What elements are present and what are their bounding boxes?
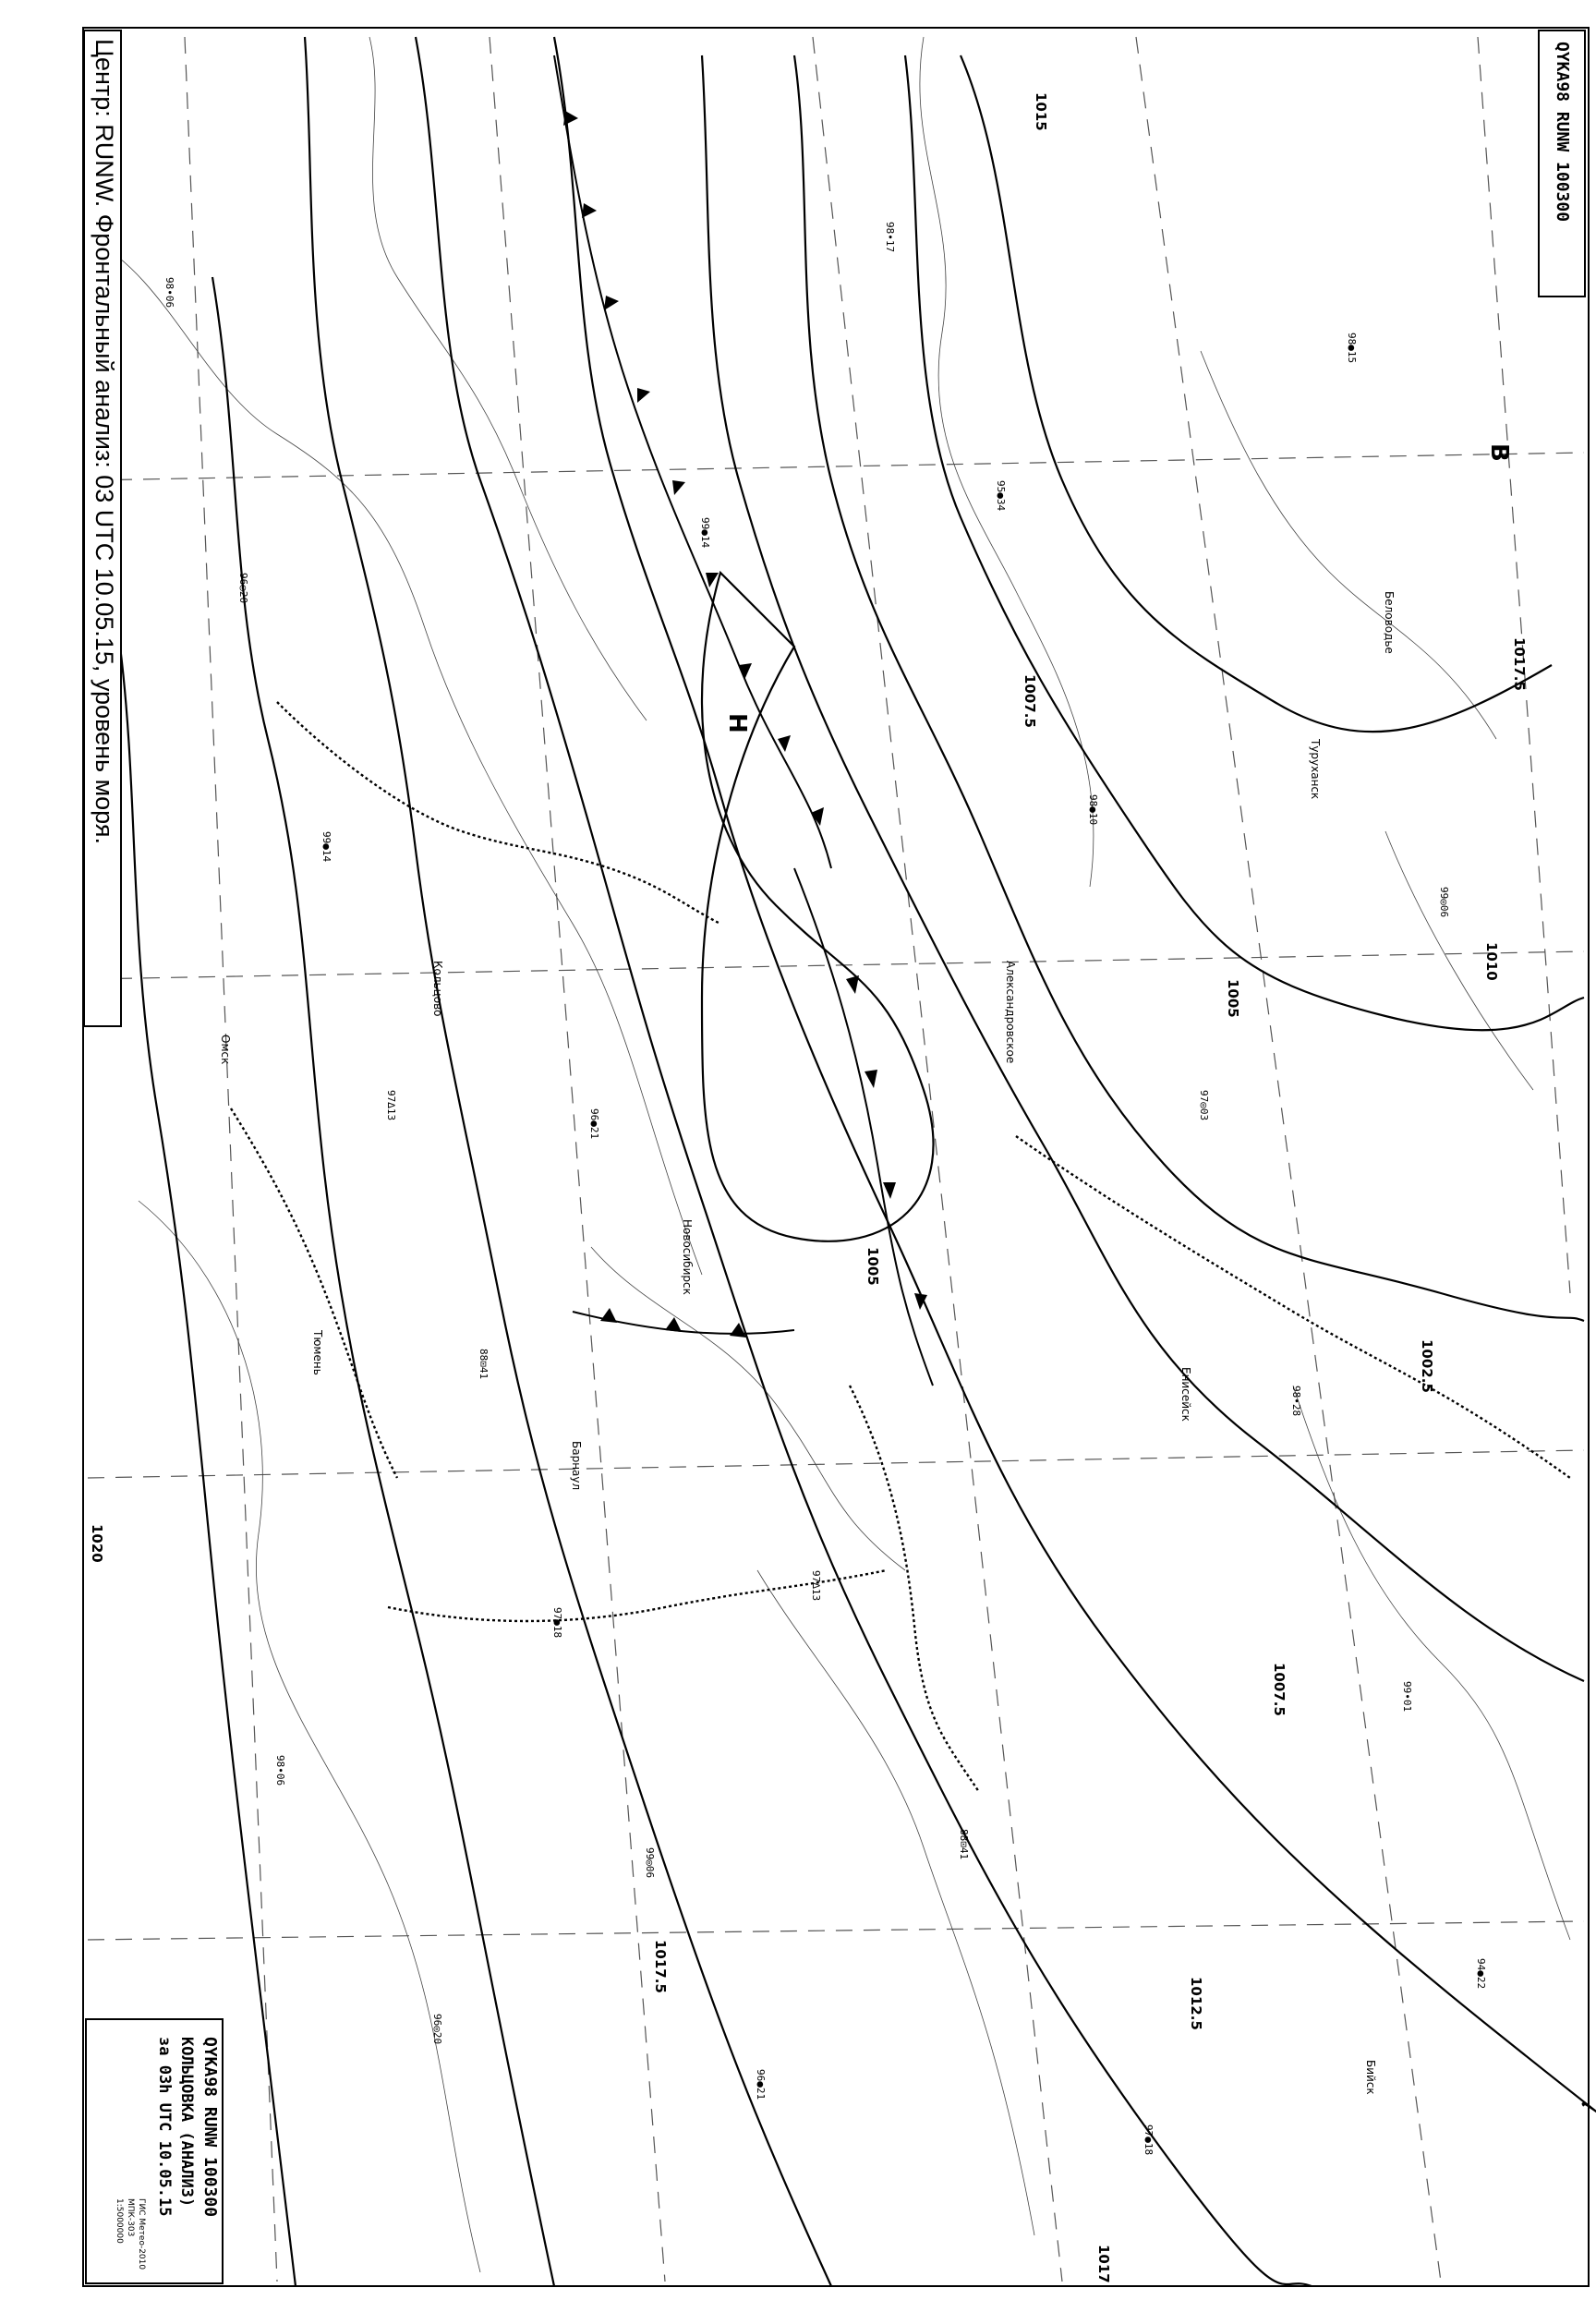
station-plot: 97∆13 [810, 1570, 822, 1602]
isobar-label: 1012.5 [1188, 1977, 1204, 2030]
station-plot: 98●10 [1087, 794, 1099, 826]
station-plot: 97●18 [1143, 2124, 1155, 2156]
stamp-line-2: КОЛЬЦОВКА (АНАЛИЗ) [177, 2037, 196, 2208]
isobar-label: 1015 [1033, 92, 1049, 131]
station-plot: 96◎20 [431, 2014, 443, 2045]
isobar-label: 1010 [1483, 942, 1500, 981]
place-name: Бийск [1364, 2060, 1377, 2095]
station-plot: 97∆13 [385, 1090, 397, 1121]
stamp-line-5: МПК-303 [126, 2198, 135, 2237]
place-name: Александровское [1004, 961, 1017, 1064]
stamp-line-3: за 03h UTC 10.05.15 [155, 2037, 174, 2217]
station-plot: 94●22 [1475, 1958, 1487, 1990]
place-name: Барнаул [570, 1441, 583, 1491]
station-plot: 98•06 [163, 277, 175, 309]
isobar-label: 1007.5 [1271, 1663, 1288, 1716]
station-plot: 97◎03 [1198, 1090, 1210, 1121]
station-plot: 98•28 [1290, 1386, 1302, 1417]
station-plot: 96●21 [588, 1108, 600, 1140]
place-names [219, 591, 1396, 2095]
place-name: Новосибирск [681, 1219, 694, 1295]
station-plot: 99●14 [320, 831, 332, 863]
station-plot: 96●21 [755, 2069, 767, 2100]
station-plot: 99●14 [699, 517, 711, 549]
isobar-label: 1017 [1095, 2245, 1112, 2283]
isobar-label: 1007.5 [1022, 674, 1038, 728]
stamp-line-4: ГИС Метео-2010 [137, 2198, 146, 2270]
high-pressure-center: В [1485, 443, 1513, 462]
stamp-line-1: QYKA98 RUNW 100300 [200, 2037, 220, 2218]
place-name: Туруханск [1309, 739, 1322, 800]
place-name: Енисейск [1179, 1367, 1192, 1422]
page-title: Центр: RUNW. Фронтальный анализ: 03 UTC 10.05.15, уровень моря. [91, 39, 118, 845]
isobar-label: 1017.5 [652, 1940, 669, 1993]
station-plot: 97●18 [551, 1607, 563, 1639]
station-plot: 99◎06 [1438, 887, 1450, 918]
isobar-label: 1020 [89, 1524, 105, 1563]
isobar-labels [89, 92, 1528, 2283]
station-plot: 95●34 [995, 480, 1007, 512]
stamp-line-6: 1:5000000 [115, 2198, 124, 2244]
place-name: Беловодье [1383, 591, 1396, 654]
lat-lon-grid [88, 37, 1584, 2282]
station-plot: 99◎06 [644, 1847, 656, 1879]
map-code: QYKA98 RUNW 100300 [1553, 42, 1572, 223]
isobar-label: 1005 [864, 1247, 881, 1286]
low-pressure-center: Н [723, 713, 751, 733]
station-plot: 98•17 [884, 222, 896, 253]
isobar-label: 1002.5 [1419, 1339, 1435, 1393]
place-name: Омск [219, 1035, 232, 1065]
station-plot: 98•06 [274, 1755, 286, 1786]
station-plot: 96◎20 [237, 573, 249, 604]
station-plot: 98●15 [1346, 333, 1358, 364]
isobars [120, 37, 1596, 2286]
isobar-label: 1005 [1225, 979, 1241, 1018]
station-plot: 88⊡41 [478, 1349, 490, 1380]
station-plot: 88⊡41 [958, 1829, 970, 1860]
place-name: Кольцово [431, 961, 444, 1017]
isobar-label: 1017.5 [1511, 637, 1528, 691]
map-frame [83, 28, 1589, 2286]
place-name: Тюмень [311, 1330, 324, 1375]
station-plots [163, 222, 1487, 2155]
station-plot: 99•01 [1401, 1681, 1413, 1713]
